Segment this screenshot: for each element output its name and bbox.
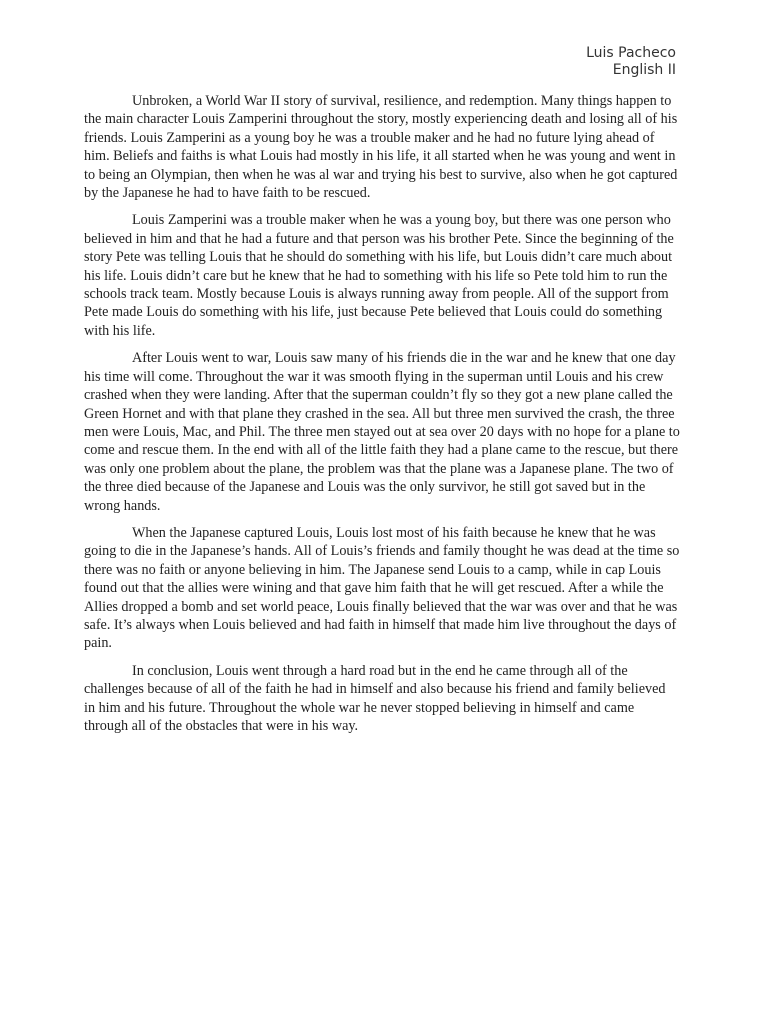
essay-paragraph-2: Louis Zamperini was a trouble maker when he was a young boy, but there was one person who believed in him and that he had a future and that person was his brother Pete. Since the beginning of the story Pete was telling Louis that he should do something with his life, but Louis didn’t care much about his life. Louis didn’t care but he knew that he had to something with his life so Pete told him to run the schools track team. Mostly because Louis is always running away from people. All of the support from Pete made Louis do something with his life, just because Pete believed that Louis could do something with his life. bbox=[84, 212, 674, 339]
essay-paragraph-1: Unbroken, a World War II story of survival, resilience, and redemption. Many things happen to the main character Louis Zamperini throughout the story, mostly experiencing death and losing all of his friends. Louis Zamperini as a young boy he was a trouble maker and he had no future lying ahead of him. Beliefs and faiths is what Louis had mostly in his life, it all started when he was young and went in to being an Olympian, then when he was al war and trying his best to survive, also when he got captured by the Japanese he had to have faith to be rescued. bbox=[84, 93, 678, 202]
essay-paragraph-4: When the Japanese captured Louis, Louis lost most of his faith because he knew that he was going to die in the Japanese’s hands. All of Louis’s friends and family thought he was dead at the time so there was no faith or anyone believing in him. The Japanese send Louis to a camp, while in cap Louis found out that the allies were wining and that gave him faith that he will get rescued. After a while the Allies dropped a bomb and set world peace, Louis finally believed that the war was over and that he was safe. It’s always when Louis believed and had faith in himself that made him live throughout the days of pain. bbox=[84, 524, 680, 652]
page-header bbox=[586, 45, 676, 79]
essay-paragraph-5: In conclusion, Louis went through a hard road but in the end he came through all of the challenges because of all of the faith he had in himself and also because his friend and family believed in him and his future. Throughout the whole war he never stopped believing in himself and came through all of the obstacles that were in his way. bbox=[84, 662, 666, 734]
author-name: Luis Pacheco bbox=[586, 45, 676, 61]
course-name: English II bbox=[612, 62, 676, 78]
essay-body bbox=[84, 92, 680, 744]
essay-paragraph-3: After Louis went to war, Louis saw many of his friends die in the war and he knew that one day his time will come. Throughout the war it was smooth flying in the superman until Louis and his crew crashed when they were landing. After that the superman couldn’t fly so they got a new plane called the Green Hornet and with that plane they crashed in the sea. All but three men survived the crash, the three men were Louis, Mac, and Phil. The three men stayed out at sea over 20 days with no hope for a plane to come and rescue them. In the end with all of the little faith they had a plane came to the rescue, but there was only one problem about the plane, the problem was that the plane was a Japanese plane. The two of the three died because of the Japanese and Louis was the only survivor, he still got saved but in the wrong hands. bbox=[84, 350, 680, 514]
